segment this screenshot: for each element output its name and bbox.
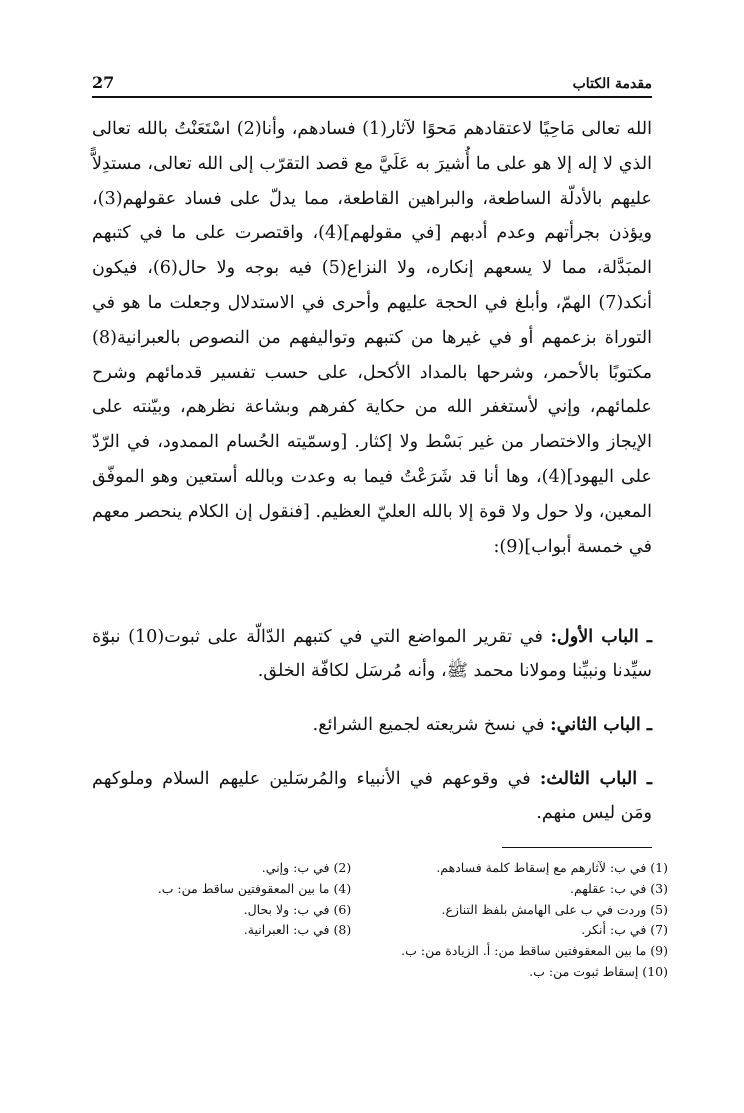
footnote-row bbox=[92, 920, 668, 941]
footnote-1: (1) في ب: لآثارهم مع إسقاط كلمة فسادهم. bbox=[436, 860, 668, 875]
footnote-8: (8) في ب: العبرانية. bbox=[243, 922, 352, 938]
chapter-description: في تقرير المواضع التي في كتبهم الدّالّة على ثبوت(10) نبوّة سيِّدنا ونبيِّنا ومولانا محمد ﷺ، وأنه مُرسَل لكافّة الخلق. bbox=[92, 627, 652, 681]
chapter-description: في نسخ شريعته لجميع الشرائع. bbox=[312, 715, 551, 735]
footnote-row bbox=[92, 900, 668, 921]
footnote-row bbox=[92, 879, 668, 900]
chapter-label: ـ الباب الثاني: bbox=[550, 714, 652, 735]
chapter-item-3 bbox=[92, 762, 652, 830]
footnote-row bbox=[92, 858, 668, 879]
footnote-5: (5) وردت في ب على الهامش بلفظ التنازع. bbox=[441, 901, 668, 917]
footnote-6: (6) في ب: ولا بحال. bbox=[243, 901, 352, 917]
footnote-7: (7) في ب: أنكر. bbox=[581, 922, 668, 938]
chapter-item-2 bbox=[92, 708, 652, 742]
chapter-label: ـ الباب الأول: bbox=[550, 626, 652, 647]
footnote-10: (10) إسقاط ثبوت من: ب. bbox=[529, 963, 668, 979]
footnote-3: (3) في ب: عقلهم. bbox=[570, 880, 668, 896]
chapter-item-1 bbox=[92, 620, 652, 688]
main-paragraph bbox=[92, 112, 652, 564]
footnote-divider bbox=[502, 847, 652, 848]
running-title: مقدمة الكتاب bbox=[572, 76, 652, 92]
chapter-description: في وقوعهم في الأنبياء والمُرسَلين عليهم السلام وملوكهم ومَن ليس منهم. bbox=[92, 769, 652, 823]
paragraph-text: الله تعالى مَاحِيًا لاعتقادهم مَحوًا لآثار(1) فسادهم، وأنا(2) اسْتَعَنْتُ بالله تعالى الذي لا إله إلا هو على ما أُشيرَ به عَلَيَّ مع قصد التقرّب إلى الله تعالى، مستدِلاًّ عليهم بالأدلّة الساطعة، والبراهين القاطعة، مما يدلّ على فساد عقولهم(3)، ويؤذن بجرأتهم وعدم أدبهم [في مقولهم](4)، واقتصرت على ما في كتبهم المبَدَّلة، مما لا يسعهم إنكاره، ولا النزاع(5) فيه بوجه ولا حال(6)، فيكون أنكد(7) الهمّ، وأبلغ في الحجة عليهم وأحرى في الاستدلال وجعلت ما هو في التوراة بزعمهم أو في غيرها من كتبهم وتواليفهم من النصوص بالعبرانية(8) مكتوبًا بالأحمر، وشرحها بالمداد الأكحل، على حسب تفسير قدمائهم وشرح علمائهم، وإني لأستغفر الله من حكاية كفرهم وبشاعة نظرهم، وبيّنته على الإيجاز والاختصار من غير بَسْط ولا إكثار. [وسمّيته الحُسام الممدود، في الرّدّ على اليهود](4)، وها أنا قد شَرَعْتُ فيما به وعدت وبالله أستعين وهو الموفّق المعين، ولا حول ولا قوة إلا بالله العليّ العظيم. [فنقول إن الكلام ينحصر معهم في خمسة أبواب](9): bbox=[92, 119, 652, 557]
footnote-2: (2) في ب: وإني. bbox=[261, 860, 352, 875]
footnotes bbox=[92, 858, 668, 983]
footnote-4: (4) ما بين المعقوفتين ساقط من: ب. bbox=[157, 880, 352, 896]
footnote-9: (9) ما بين المعقوفتين ساقط من: أ. الزيادة من: ب. bbox=[401, 943, 668, 959]
page-number: 27 bbox=[92, 73, 115, 92]
page-header bbox=[92, 66, 652, 98]
chapter-label: ـ الباب الثالث: bbox=[539, 768, 652, 789]
chapter-list bbox=[92, 620, 652, 850]
